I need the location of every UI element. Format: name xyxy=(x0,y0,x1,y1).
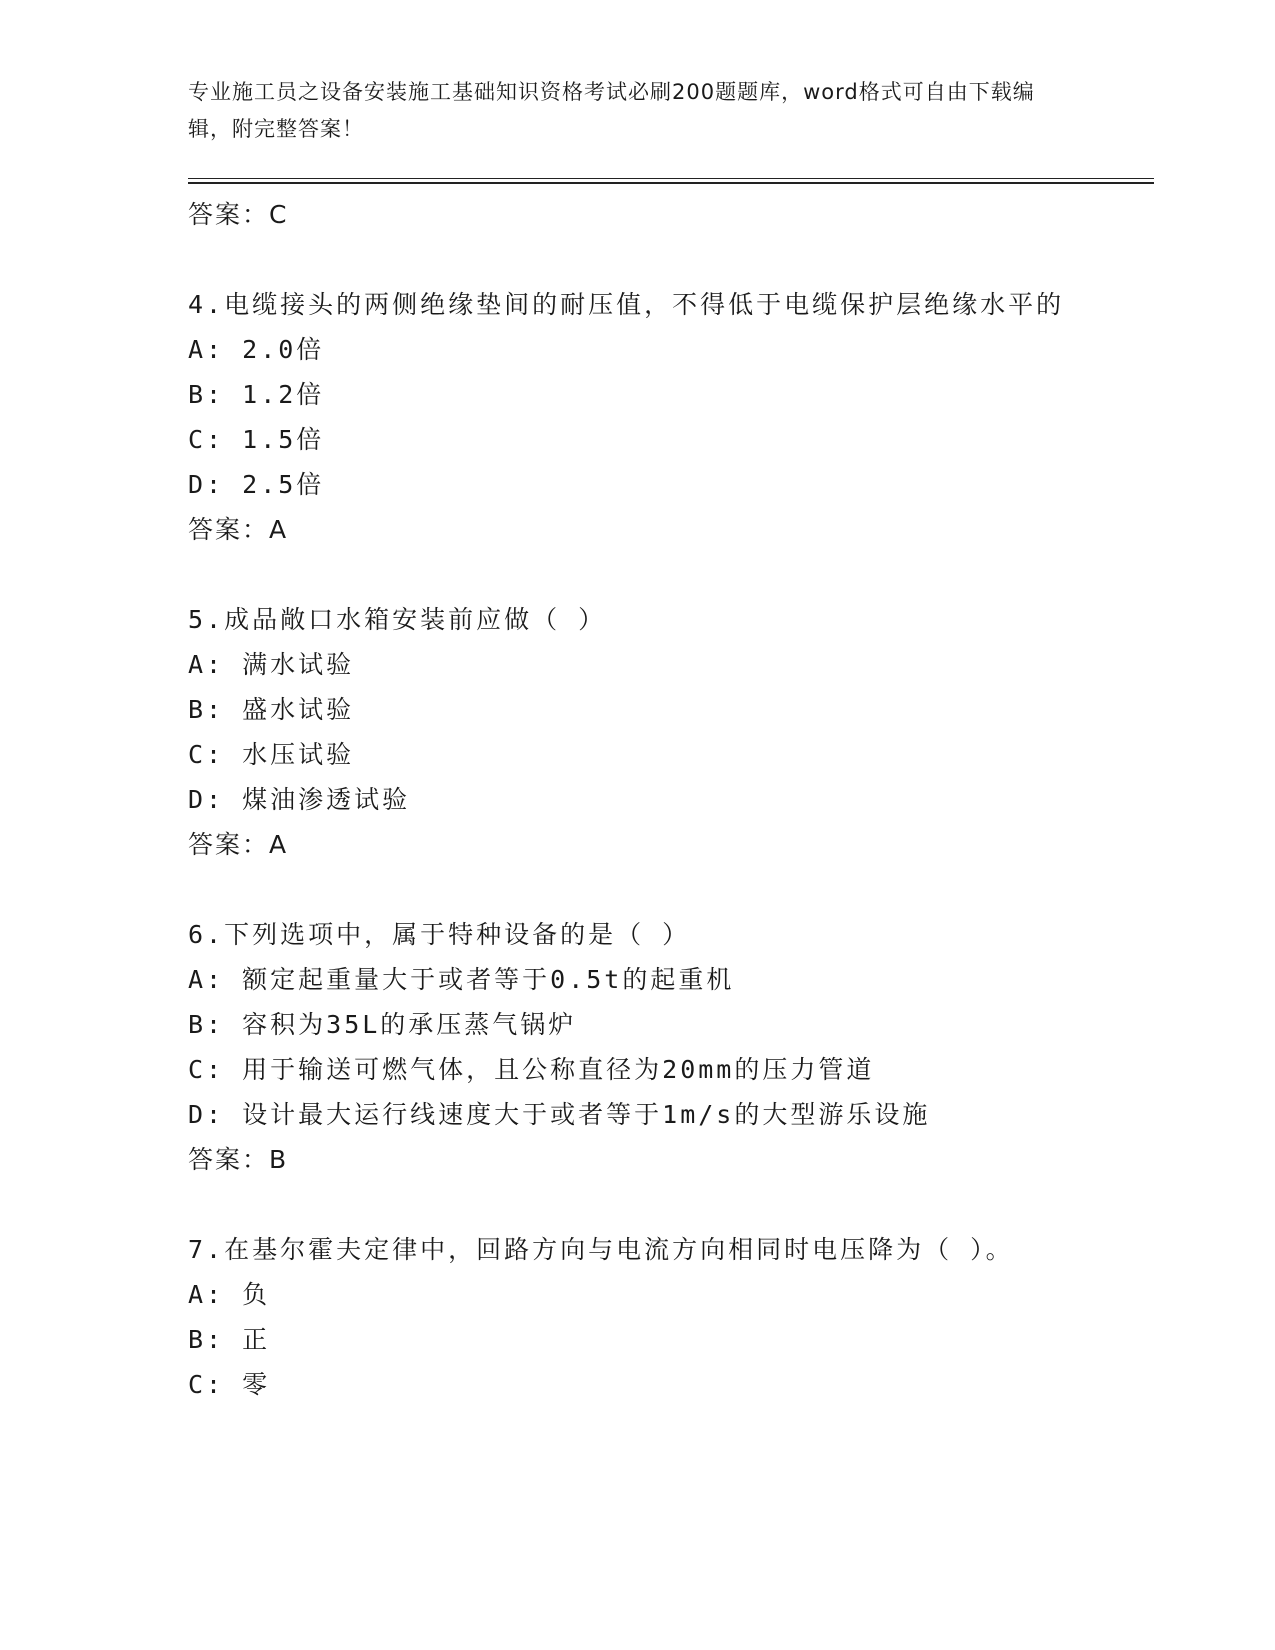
option-a: A: 负 xyxy=(188,1280,271,1309)
question-5 xyxy=(188,597,1088,867)
answer-line: 答案：A xyxy=(188,830,289,859)
option-b: B: 1.2倍 xyxy=(188,380,325,409)
option-d: D: 2.5倍 xyxy=(188,470,325,499)
question-7 xyxy=(188,1227,1088,1407)
header-title: 专业施工员之设备安装施工基础知识资格考试必刷200题题库，word格式可自由下载编辑，附完整答案！ xyxy=(188,80,1035,141)
option-b: B: 正 xyxy=(188,1325,271,1354)
option-c: C: 用于输送可燃气体，且公称直径为20mm的压力管道 xyxy=(188,1055,875,1084)
option-b: B: 盛水试验 xyxy=(188,695,355,724)
question-stem: 5.成品敞口水箱安装前应做（ ） xyxy=(188,605,607,634)
option-a: A: 额定起重量大于或者等于0.5t的起重机 xyxy=(188,965,735,994)
question-list xyxy=(188,192,1088,1407)
header-divider-thin xyxy=(188,178,1154,179)
answer-line: 答案：B xyxy=(188,1145,289,1174)
option-d: D: 煤油渗透试验 xyxy=(188,785,411,814)
option-a: A: 满水试验 xyxy=(188,650,355,679)
option-a: A: 2.0倍 xyxy=(188,335,325,364)
answer-line: 答案：A xyxy=(188,515,289,544)
option-d: D: 设计最大运行线速度大于或者等于1m/s的大型游乐设施 xyxy=(188,1100,931,1129)
question-stem: 7.在基尔霍夫定律中，回路方向与电流方向相同时电压降为（ ）。 xyxy=(188,1235,1014,1264)
header-divider-thick xyxy=(188,182,1154,184)
question-4 xyxy=(188,282,1088,552)
document-header xyxy=(188,74,1068,148)
option-b: B: 容积为35L的承压蒸气锅炉 xyxy=(188,1010,577,1039)
question-6 xyxy=(188,912,1088,1182)
option-c: C: 1.5倍 xyxy=(188,425,325,454)
previous-answer: 答案：C xyxy=(188,200,289,229)
question-stem: 4.电缆接头的两侧绝缘垫间的耐压值，不得低于电缆保护层绝缘水平的 xyxy=(188,290,1065,319)
option-c: C: 水压试验 xyxy=(188,740,355,769)
option-c: C: 零 xyxy=(188,1370,271,1399)
question-stem: 6.下列选项中，属于特种设备的是（ ） xyxy=(188,920,691,949)
